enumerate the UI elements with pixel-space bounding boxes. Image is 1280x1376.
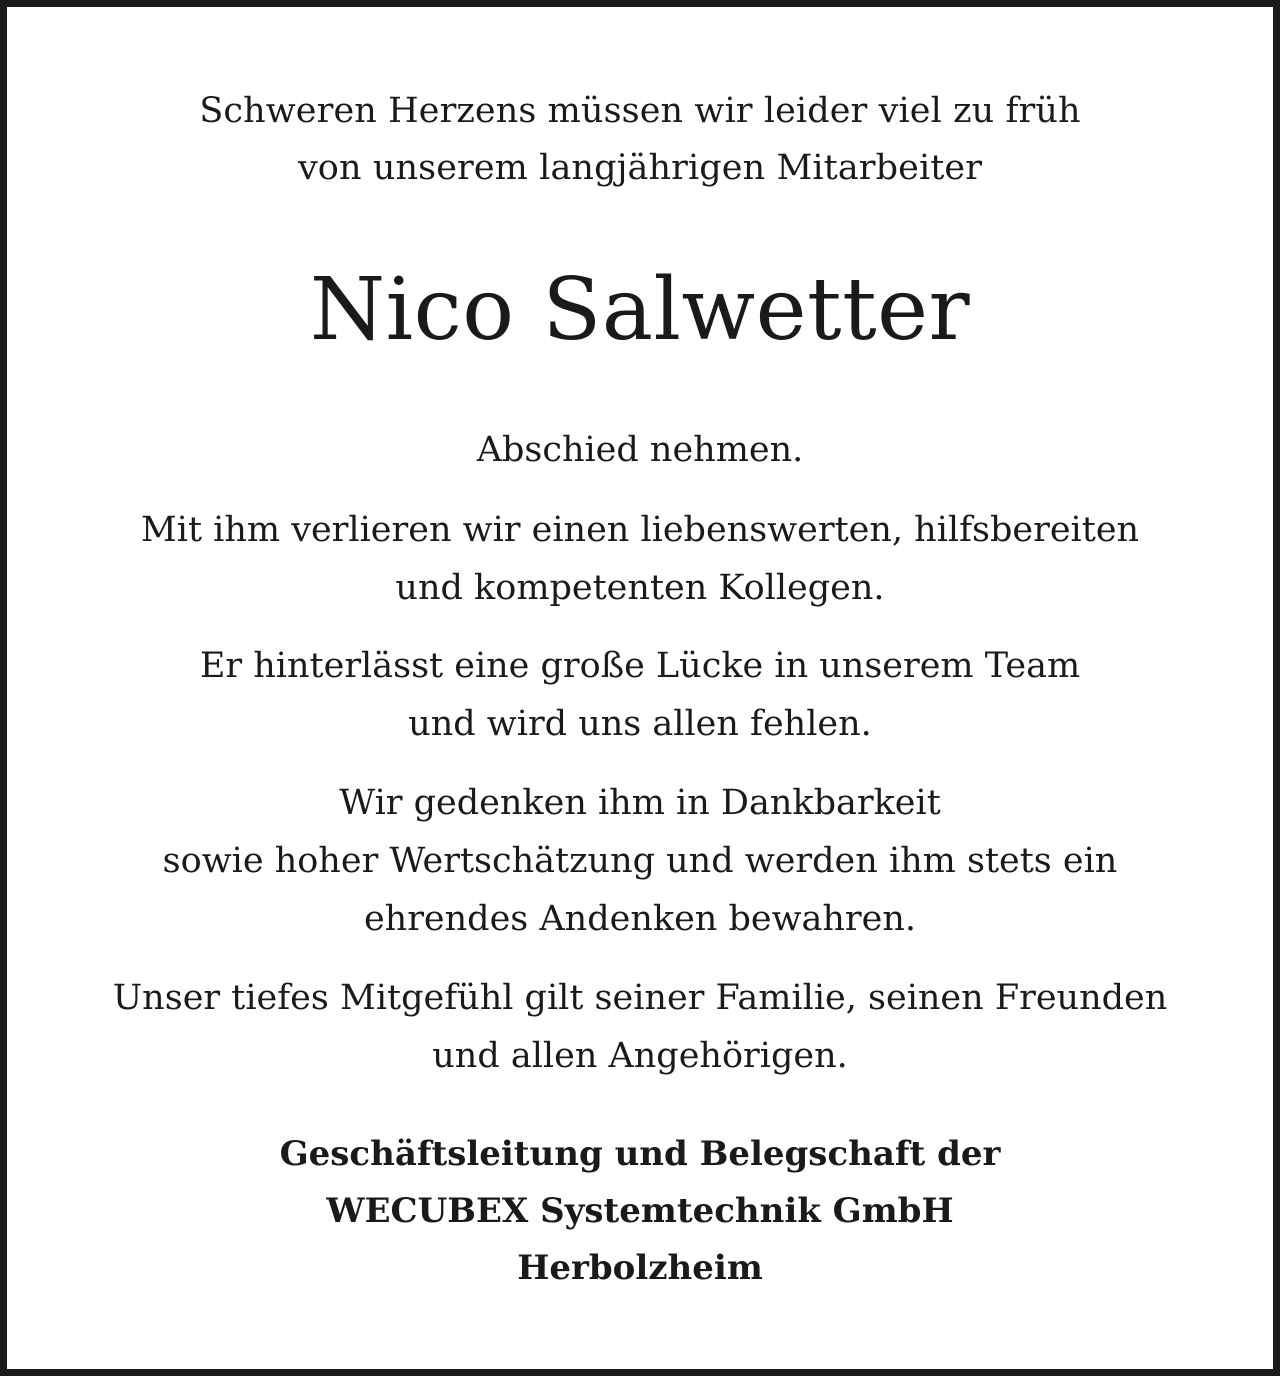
paragraph-line: und wird uns allen fehlen. bbox=[408, 704, 872, 744]
intro-line-1: Schweren Herzens müssen wir leider viel zu früh bbox=[199, 91, 1081, 131]
team-paragraph bbox=[47, 637, 1233, 753]
intro-line-2: von unserem langjährigen Mitarbeiter bbox=[297, 148, 983, 188]
paragraph-line: ehrendes Andenken bewahren. bbox=[363, 899, 917, 939]
condolence-paragraph bbox=[47, 969, 1233, 1085]
paragraph-line: Mit ihm verlieren wir einen liebenswerten, hilfsbereiten bbox=[140, 510, 1140, 550]
paragraph-line: Abschied nehmen. bbox=[476, 430, 804, 470]
paragraph-line: Unser tiefes Mitgefühl gilt seiner Familie, seinen Freunden bbox=[112, 978, 1168, 1018]
paragraph-line: Wir gedenken ihm in Dankbarkeit bbox=[339, 783, 941, 823]
farewell-paragraph bbox=[47, 421, 1233, 479]
paragraph-line: sowie hoher Wertschätzung und werden ihm stets ein bbox=[162, 841, 1118, 881]
signature-block bbox=[47, 1126, 1233, 1297]
paragraph-line: und allen Angehörigen. bbox=[432, 1036, 848, 1076]
remembrance-paragraph bbox=[47, 774, 1233, 948]
paragraph-line: und kompetenten Kollegen. bbox=[395, 568, 885, 608]
deceased-name: Nico Salwetter bbox=[309, 260, 971, 360]
company-name: WECUBEX Systemtechnik GmbH bbox=[326, 1191, 954, 1231]
paragraph-line: Er hinterlässt eine große Lücke in unserem Team bbox=[199, 646, 1081, 686]
colleague-paragraph bbox=[47, 501, 1233, 617]
signature-line-1: Geschäftsleitung und Belegschaft der bbox=[279, 1134, 1001, 1174]
intro-text bbox=[47, 83, 1233, 197]
company-location: Herbolzheim bbox=[517, 1248, 763, 1288]
